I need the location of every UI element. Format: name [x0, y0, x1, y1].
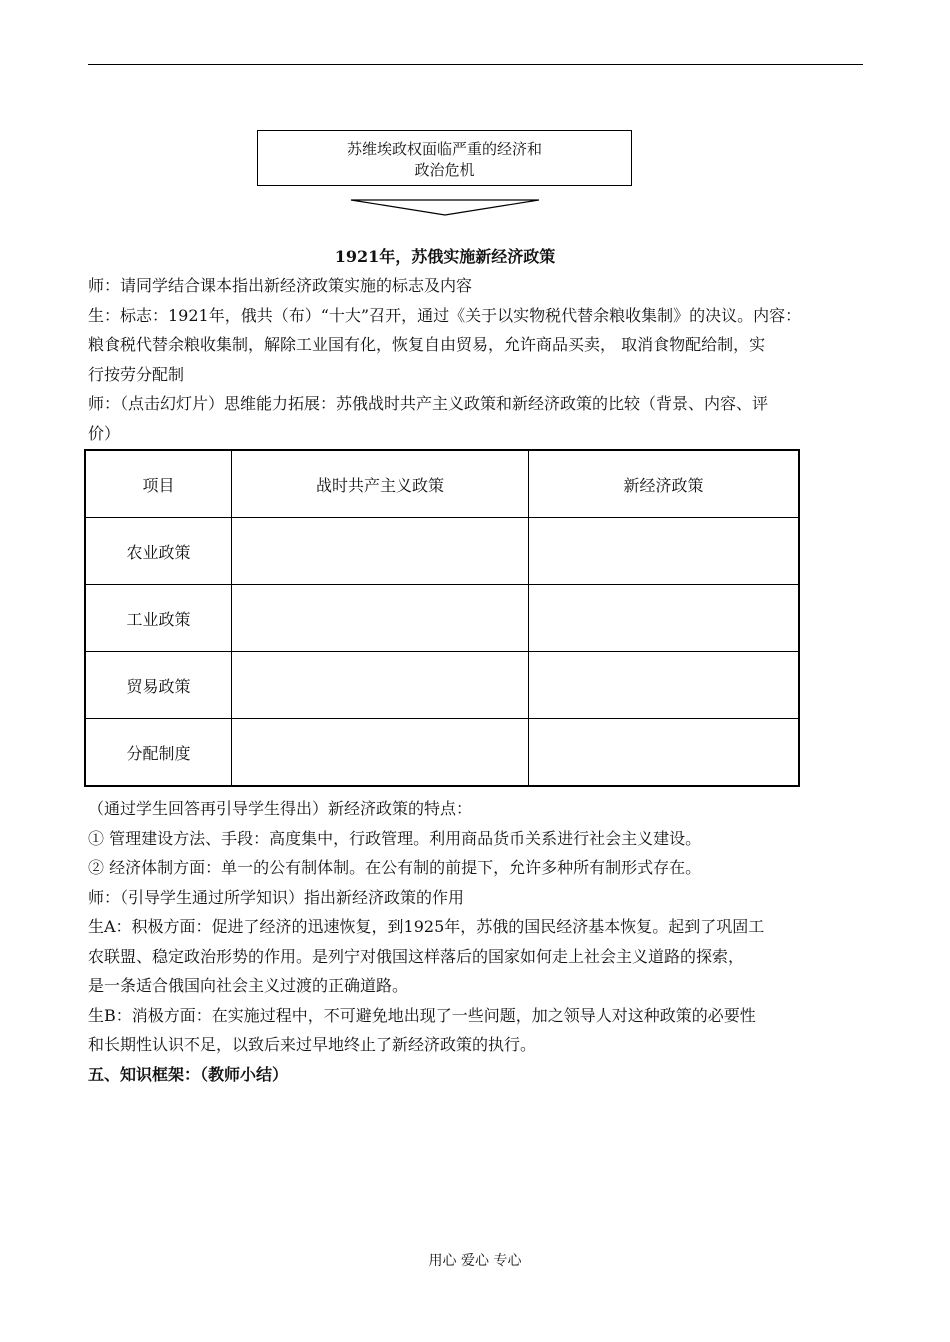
table-row: [85, 585, 799, 652]
text-line: 师：（点击幻灯片）思维能力拓展：苏俄战时共产主义政策和新经济政策的比较（背景、内容、评: [88, 394, 769, 413]
crisis-box: [257, 130, 632, 186]
row-label: 贸易政策: [85, 652, 232, 719]
text-line: 生A：积极方面：促进了经济的迅速恢复，到1925年，苏俄的国民经济基本恢复。起到了巩固工: [88, 917, 765, 936]
table-cell: [232, 585, 529, 652]
table-cell: [529, 585, 800, 652]
crisis-box-line-1: 苏维埃政权面临严重的经济和: [346, 140, 542, 158]
table-row: [85, 518, 799, 585]
table-cell: [232, 518, 529, 585]
text-line: ② 经济体制方面：单一的公有制体制。在公有制的前提下，允许多种所有制形式存在。: [88, 858, 702, 877]
row-label: 工业政策: [85, 585, 232, 652]
header-rule: [88, 64, 863, 65]
text-line: 和长期性认识不足，以致后来过早地终止了新经济政策的执行。: [88, 1035, 537, 1054]
header-cell: 新经济政策: [529, 450, 800, 518]
analysis-text: [88, 794, 878, 1089]
table-row: [85, 652, 799, 719]
page-footer: 用心 爱心 专心: [428, 1253, 522, 1269]
section-heading: 1921年，苏俄实施新经济政策: [334, 247, 556, 266]
row-label: 农业政策: [85, 518, 232, 585]
comparison-table: [84, 449, 800, 787]
intro-text: [88, 271, 878, 448]
table-cell: [529, 719, 800, 787]
text-line: 是一条适合俄国向社会主义过渡的正确道路。: [88, 976, 409, 995]
table-row: [85, 719, 799, 787]
header-cell: 战时共产主义政策: [232, 450, 529, 518]
text-line: 粮食税代替余粮收集制，解除工业国有化，恢复自由贸易，允许商品买卖， 取消食物配给制，实: [88, 335, 766, 354]
text-line: ① 管理建设方法、手段：高度集中，行政管理。利用商品货币关系进行社会主义建设。: [88, 828, 702, 848]
text-line: 生B：消极方面：在实施过程中，不可避免地出现了一些问题，加之领导人对这种政策的必要性: [88, 1005, 756, 1025]
table-cell: [232, 652, 529, 719]
text-line: 师：（引导学生通过所学知识）指出新经济政策的作用: [88, 887, 465, 907]
text-line: 价）: [88, 423, 121, 443]
text-line: 师：请同学结合课本指出新经济政策实施的标志及内容: [88, 276, 473, 295]
header-cell: 项目: [85, 450, 232, 518]
crisis-box-line-2: 政治危机: [414, 161, 475, 179]
knowledge-framework-title: 五、知识框架：（教师小结）: [88, 1064, 289, 1084]
down-arrow-icon: [350, 199, 540, 217]
text-line: 生：标志：1921年，俄共（布）“十大”召开，通过《关于以实物税代替余粮收集制》的决议。内容：: [88, 305, 802, 325]
text-line: 行按劳分配制: [88, 364, 185, 384]
table-cell: [529, 518, 800, 585]
table-cell: [529, 652, 800, 719]
text-line: （通过学生回答再引导学生得出）新经济政策的特点：: [88, 799, 473, 818]
table-cell: [232, 719, 529, 787]
table-header-row: [85, 450, 799, 518]
row-label: 分配制度: [85, 719, 232, 787]
text-line: 农联盟、稳定政治形势的作用。是列宁对俄国这样落后的国家如何走上社会主义道路的探索，: [88, 946, 745, 966]
